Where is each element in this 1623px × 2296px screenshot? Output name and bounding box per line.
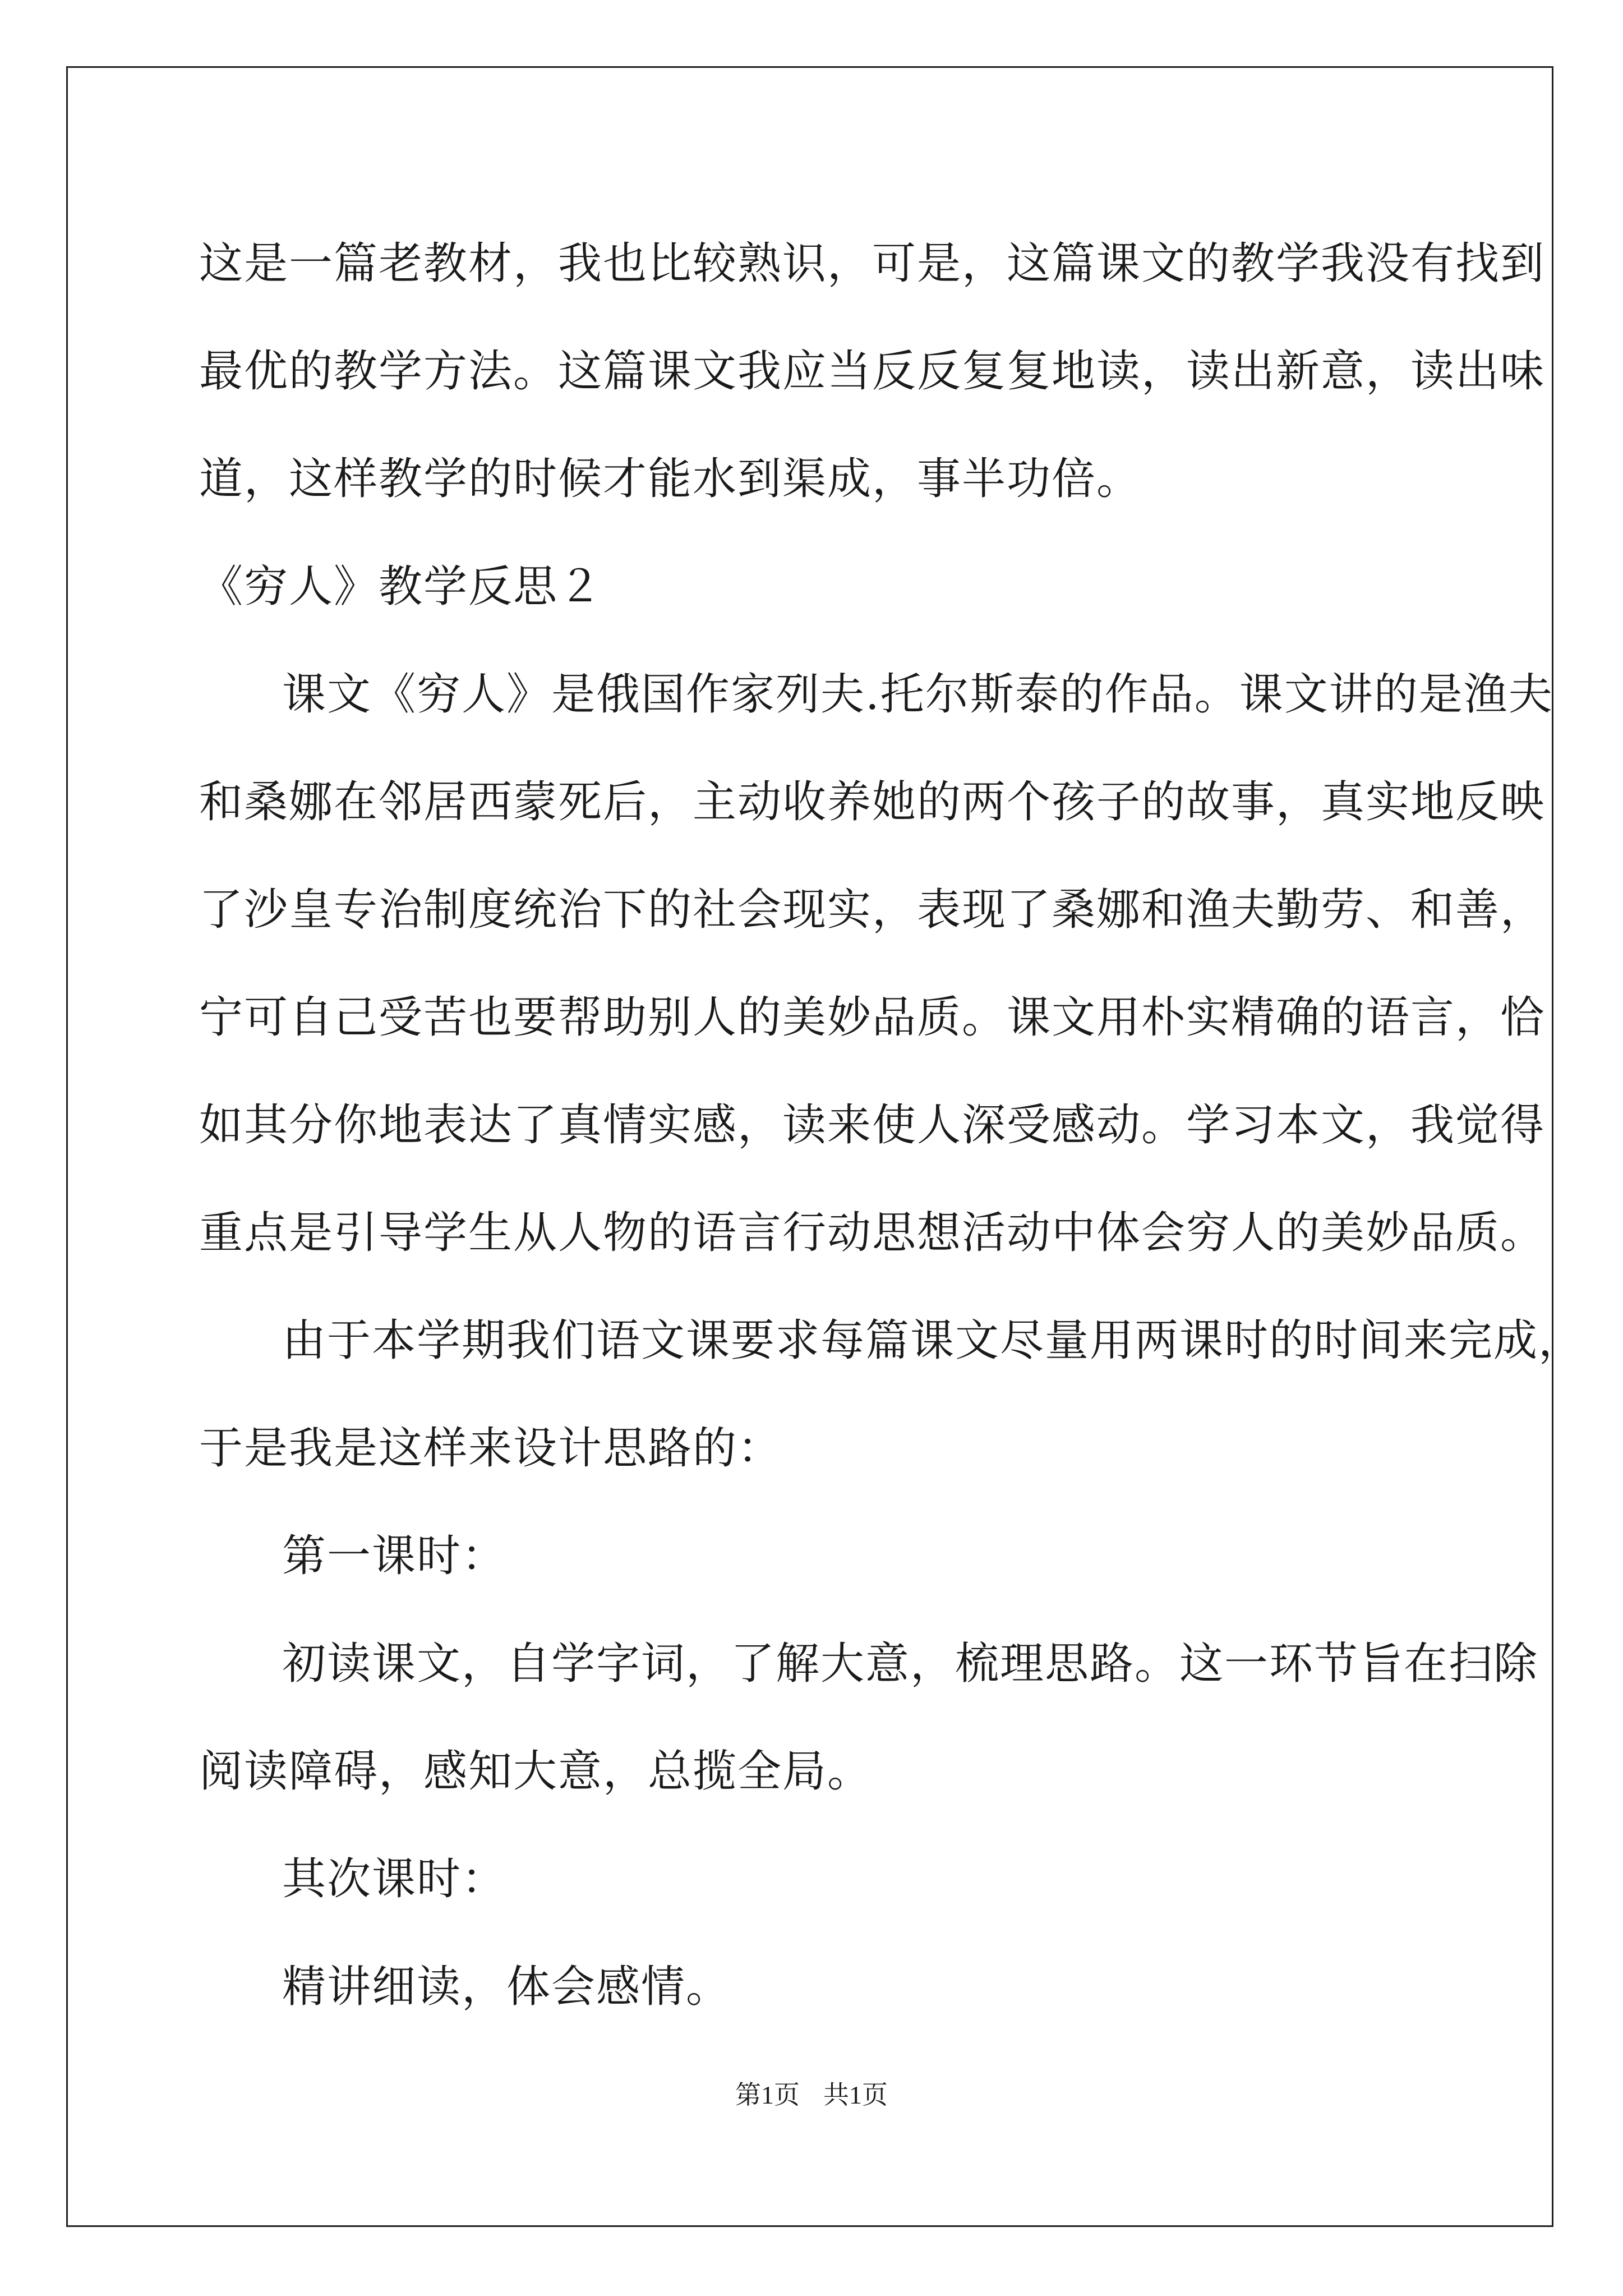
text-line: 初读课文，自学字词，了解大意，梳理思路。这一环节旨在扫除: [282, 1639, 1539, 1689]
text-line: 阅读障碍，感知大意，总揽全局。: [199, 1746, 873, 1797]
text-line: 课文《穷人》是俄国作家列夫.托尔斯泰的作品。课文讲的是渔夫: [282, 669, 1553, 720]
document-body: [199, 210, 1584, 2041]
text-line: 了沙皇专治制度统治下的社会现实，表现了桑娜和渔夫勤劳、和善，: [199, 885, 1546, 935]
page-total: 共1页: [823, 2081, 888, 2109]
page-number: 第1页: [735, 2081, 800, 2109]
text-line: 其次课时：: [282, 1854, 507, 1904]
page-footer: [0, 2078, 1623, 2112]
text-line: 第一课时：: [282, 1531, 507, 1581]
text-line: 重点是引导学生从人物的语言行动思想活动中体会穷人的美妙品质。: [199, 1208, 1546, 1258]
section-heading: 《穷人》教学反思２: [199, 562, 603, 612]
text-line: 和桑娜在邻居西蒙死后，主动收养她的两个孩子的故事，真实地反映: [199, 777, 1546, 827]
text-line: 于是我是这样来设计思路的：: [199, 1423, 783, 1474]
text-line: 道，这样教学的时候才能水到渠成，事半功倍。: [199, 454, 1142, 504]
text-line: 由于本学期我们语文课要求每篇课文尽量用两课时的时间来完成，: [282, 1315, 1584, 1366]
text-line: 最优的教学方法。这篇课文我应当反反复复地读，读出新意，读出味: [199, 346, 1546, 397]
text-line: 如其分你地表达了真情实感，读来使人深受感动。学习本文，我觉得: [199, 1100, 1546, 1151]
text-line: 精讲细读，体会感情。: [282, 1962, 731, 2012]
text-line: 这是一篇老教材，我也比较熟识，可是，这篇课文的教学我没有找到: [199, 238, 1546, 289]
text-line: 宁可自己受苦也要帮助别人的美妙品质。课文用朴实精确的语言，恰: [199, 992, 1546, 1043]
